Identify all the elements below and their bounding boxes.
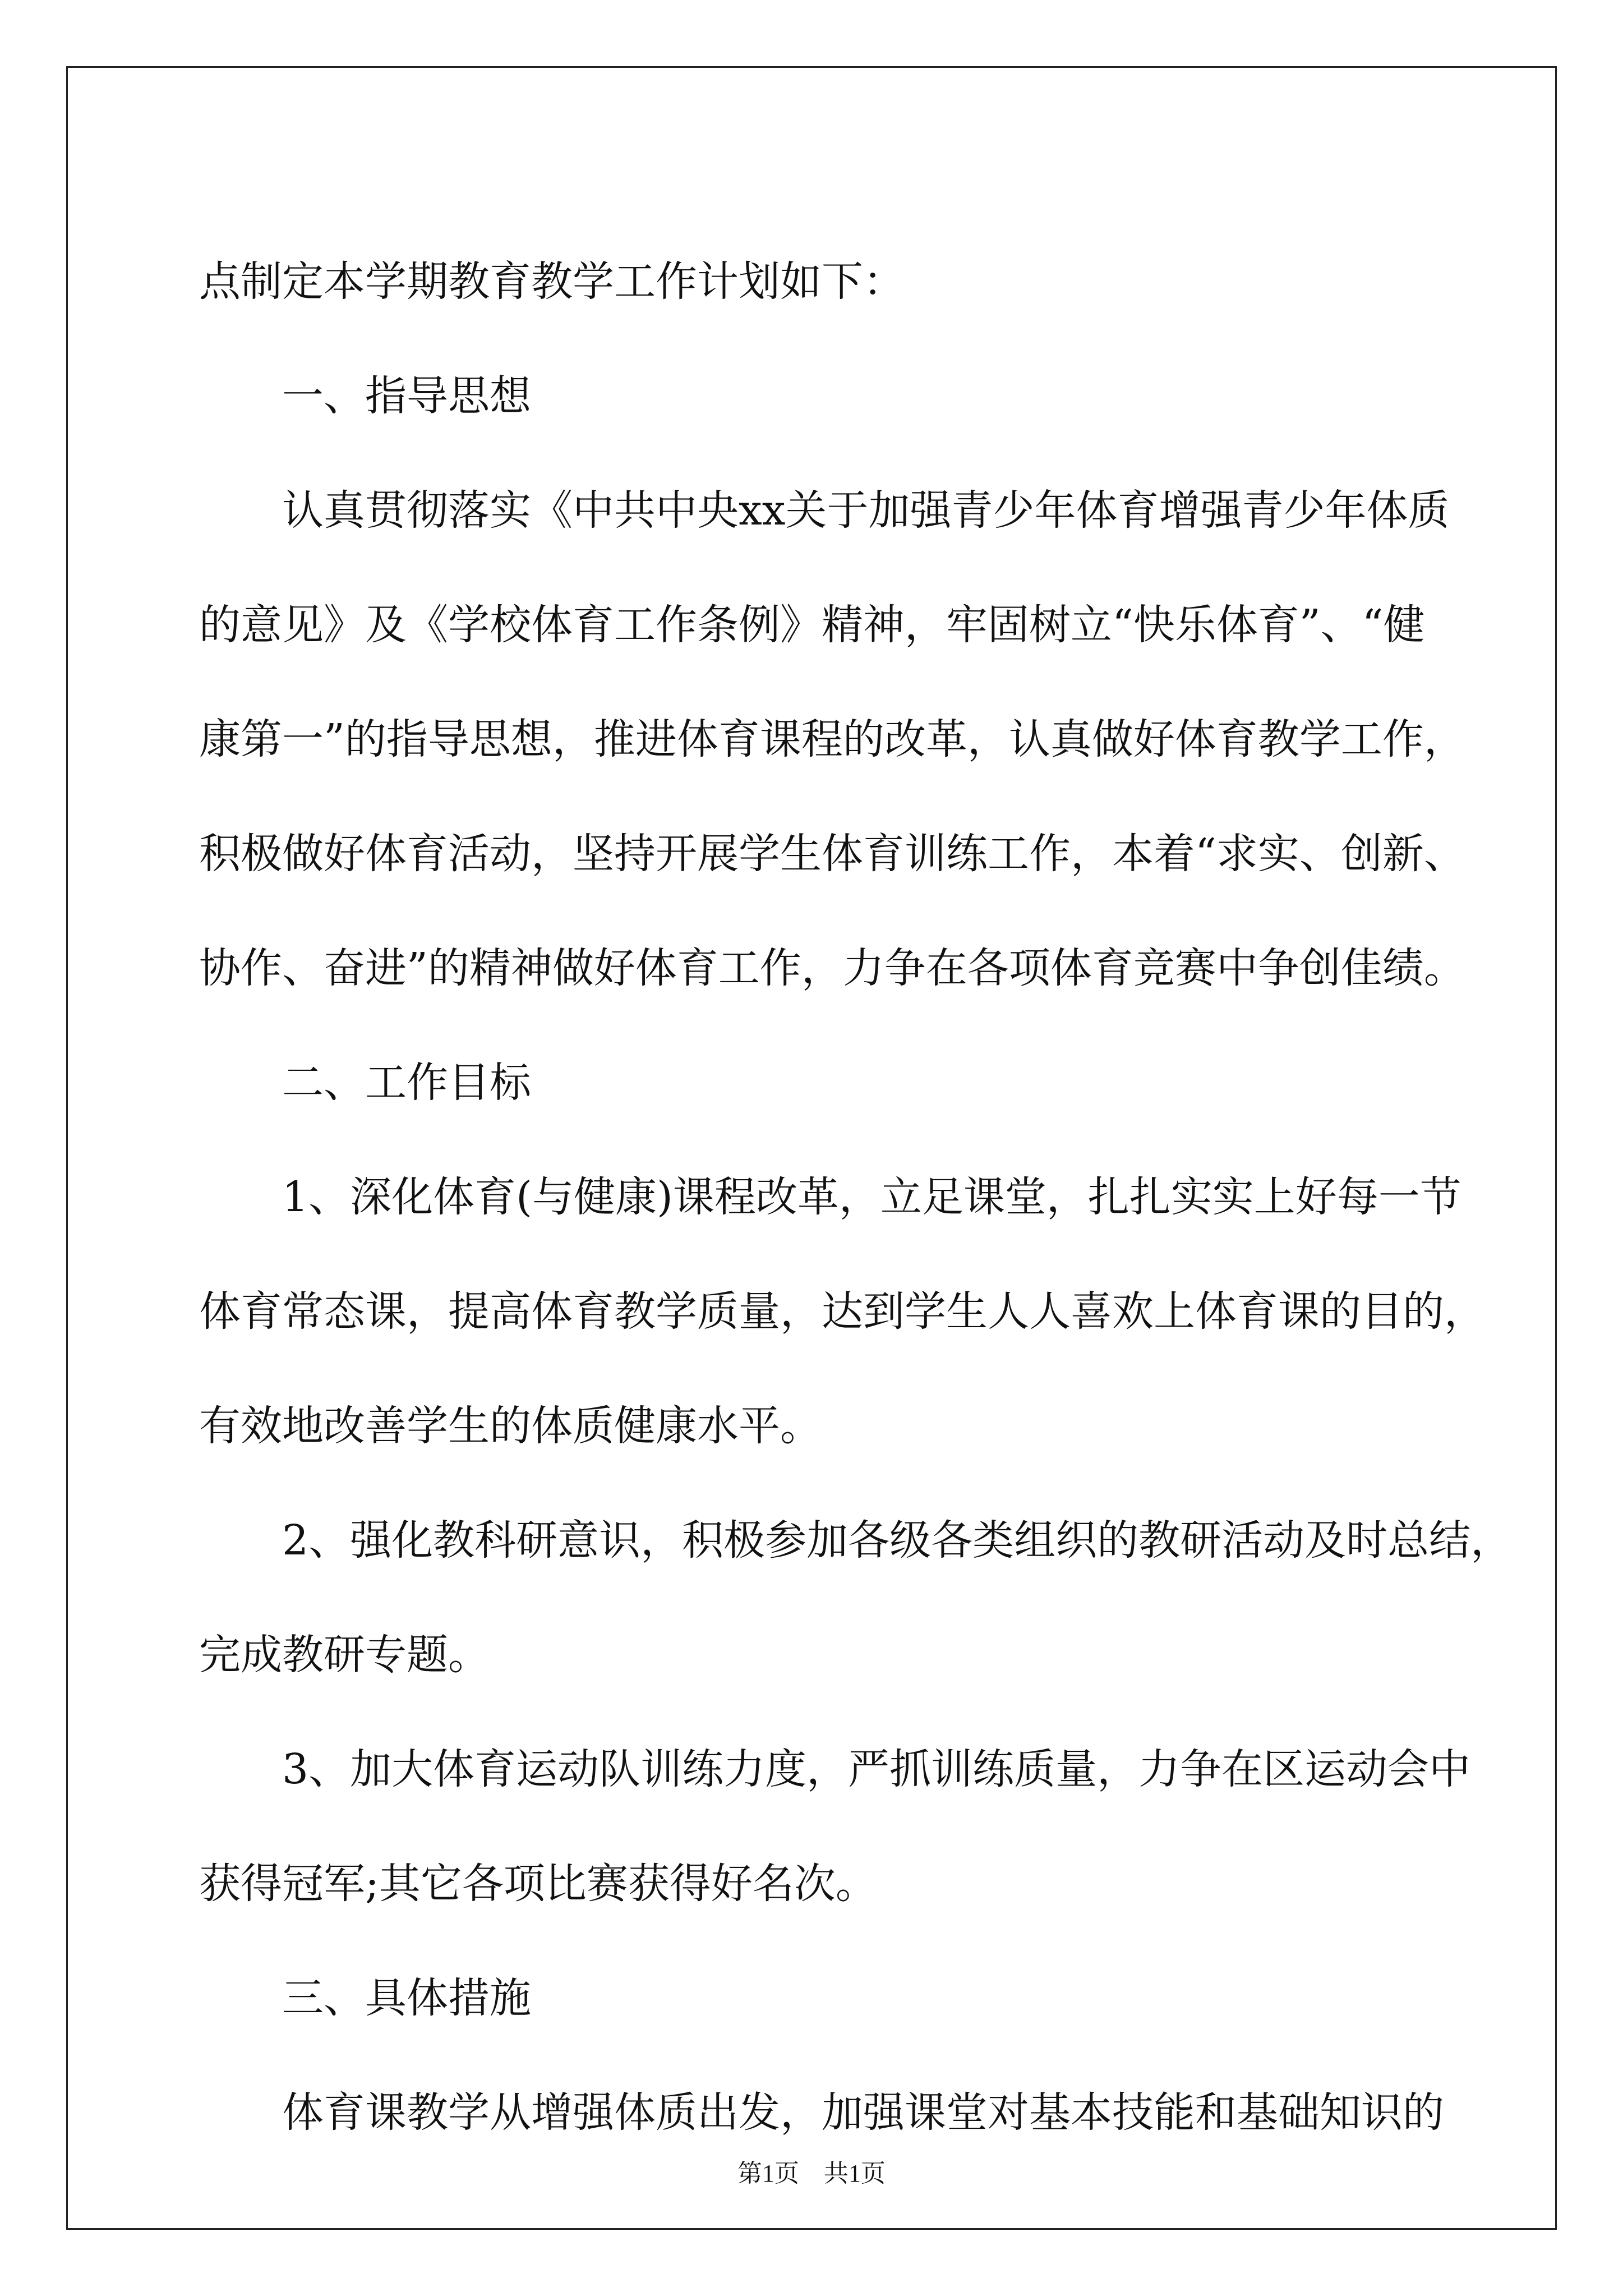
text-line: 2、强化教科研意识，积极参加各级各类组织的教研活动及时总结， [282, 1516, 1513, 1565]
page-number-footer: 第1页 共1页 [737, 2160, 886, 2187]
text-line: 获得冠军;其它各项比赛获得好名次。 [199, 1860, 877, 1908]
text-line: 完成教研专题。 [199, 1631, 490, 1679]
document-body [199, 224, 1513, 2170]
text-line: 的意见》及《学校体育工作条例》精神，牢固树立“快乐体育”、“健 [199, 601, 1425, 649]
text-line: 有效地改善学生的体质健康水平。 [199, 1402, 822, 1450]
text-line: 康第一”的指导思想，推进体育课程的改革，认真做好体育教学工作， [199, 715, 1465, 763]
text-line: 1、深化体育(与健康)课程改革，立足课堂，扎扎实实上好每一节 [282, 1173, 1461, 1221]
text-line: 点制定本学期教育教学工作计划如下： [199, 257, 905, 306]
text-line: 协作、奋进”的精神做好体育工作，力争在各项体育竞赛中争创佳绩。 [199, 944, 1465, 992]
section-heading: 二、工作目标 [282, 1059, 531, 1107]
section-heading: 三、具体措施 [282, 1974, 531, 2022]
text-line: 3、加大体育运动队训练力度，严抓训练质量，力争在区运动会中 [282, 1745, 1471, 1793]
text-line: 认真贯彻落实《中共中央xx关于加强青少年体育增强青少年体质 [282, 486, 1450, 535]
text-line: 体育课教学从增强体质出发，加强课堂对基本技能和基础知识的 [282, 2088, 1444, 2137]
text-line: 积极做好体育活动，坚持开展学生体育训练工作，本着“求实、创新、 [199, 830, 1465, 878]
section-heading: 一、指导思想 [282, 372, 531, 420]
text-line: 体育常态课，提高体育教学质量，达到学生人人喜欢上体育课的目的， [199, 1287, 1486, 1336]
